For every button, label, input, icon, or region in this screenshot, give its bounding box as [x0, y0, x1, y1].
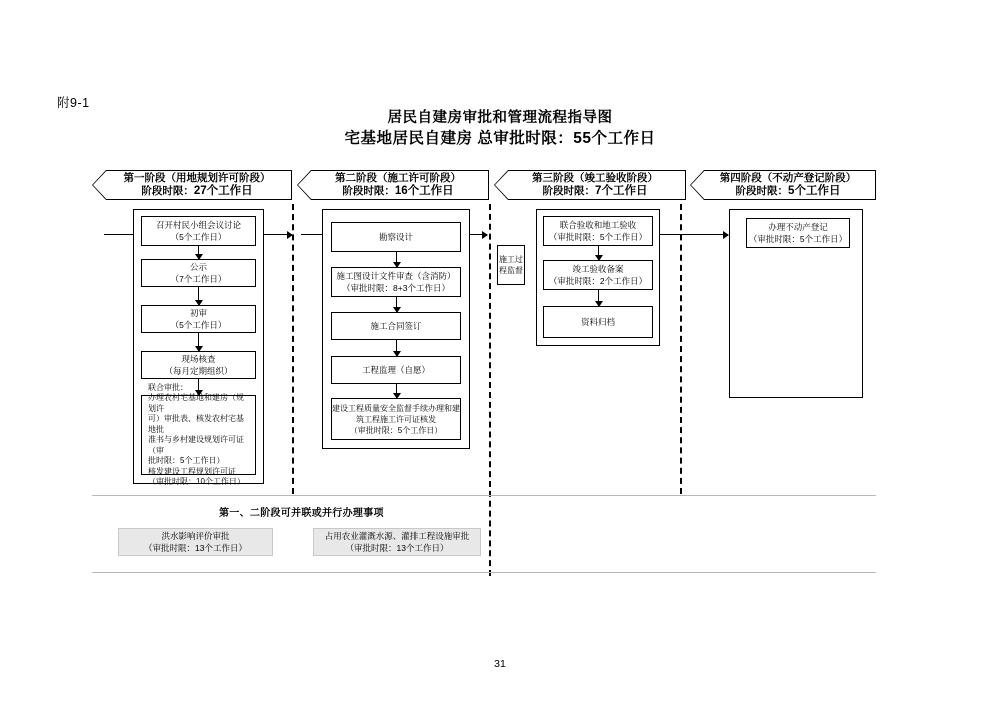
- page-number: 31: [494, 658, 506, 670]
- phase2-arrow-1: [396, 252, 397, 267]
- phase-banner-2: [297, 170, 489, 200]
- phase1-node-4: 现场核查 （每月定期组织）: [141, 351, 256, 379]
- phase2-node-5: 建设工程质量安全监督手续办理和建 筑工程施工许可证核发 （审批时限：5个工作日）: [331, 398, 461, 440]
- phase-4-duration-value: 5个工作日: [788, 185, 841, 197]
- phase2-node-3: 施工合同签订: [331, 312, 461, 340]
- phase-2-label: 第二阶段（施工许可阶段）: [335, 172, 461, 184]
- parallel-section-title: 第一、二阶段可并联或并行办理事项: [219, 508, 384, 519]
- phase2-node-1: 勘察设计: [331, 222, 461, 252]
- phase3-node-3: 资料归档: [543, 306, 653, 338]
- divider-top: [92, 495, 876, 496]
- phase3-arrow-2: [598, 290, 599, 306]
- phase-1-duration-value: 27个工作日: [193, 185, 253, 197]
- title-line-2: 宅基地居民自建房 总审批时限：55个工作日: [344, 130, 656, 147]
- connector-phase3-to-phase4: [660, 234, 728, 235]
- phase-3-duration-prefix: 阶段时限：: [542, 185, 596, 197]
- phase1-arrow-3: [198, 333, 199, 351]
- phase4-node-1: 办理不动产登记 （审批时限：5个工作日）: [746, 218, 850, 248]
- phase2-node-4: 工程监理（自愿）: [331, 356, 461, 384]
- phase-banner-1: [92, 170, 292, 200]
- parallel-item-1: 洪水影响评价审批 （审批时限：13个工作日）: [118, 528, 273, 556]
- phase2-arrow-2: [396, 297, 397, 312]
- phase-1-label: 第一阶段（用地规划许可阶段）: [123, 172, 271, 184]
- phase-banner-4: [690, 170, 876, 200]
- phase-divider-3: [680, 204, 682, 494]
- phase-3-label: 第三阶段（竣工验收阶段）: [532, 172, 658, 184]
- phase3-node-2: 竣工验收备案 （审批时限：2个工作日）: [543, 260, 653, 290]
- phase2-node-2: 施工图设计文件审查（含消防） （审批时限：8+3个工作日）: [331, 267, 461, 297]
- phase2-arrow-3: [396, 340, 397, 356]
- phase1-arrow-2: [198, 287, 199, 305]
- phase-divider-2: [489, 204, 491, 576]
- phase2-arrow-4: [396, 384, 397, 398]
- phase1-node-2: 公示 （7个工作日）: [141, 259, 256, 287]
- page-title: [0, 108, 1000, 150]
- parallel-item-2: 占用农业灌溉水源、灌排工程设施审批 （审批时限：13个工作日）: [313, 528, 481, 556]
- phase1-node-5-joint-approval: 联合审批： 办理农村宅基地和建房（规划许 可）审批表、核发农村宅基地批 准书与乡村建设规划许可证（审 批时限：5个工作日） 核发建设工程规划许可证 （审批时限：10个工作日）: [141, 395, 256, 475]
- phase-divider-1: [292, 204, 294, 494]
- phase-4-duration-prefix: 阶段时限：: [735, 185, 789, 197]
- phase-4-label: 第四阶段（不动产登记阶段）: [719, 172, 857, 184]
- phase1-node-1: 召开村民小组会议讨论 （5个工作日）: [141, 216, 256, 246]
- document-reference: 附9-1: [57, 96, 90, 110]
- phase-banner-3: [494, 170, 686, 200]
- divider-bottom: [92, 572, 876, 573]
- construction-supervision-box: 施工过 程监督: [497, 245, 525, 285]
- phase-3-duration-value: 7个工作日: [595, 185, 648, 197]
- phase-2-duration-value: 16个工作日: [394, 185, 454, 197]
- phase3-node-1: 联合验收和地工验收 （审批时限：5个工作日）: [543, 216, 653, 246]
- phase-2-duration-prefix: 阶段时限：: [342, 185, 395, 197]
- phase3-arrow-1: [598, 246, 599, 260]
- phase1-arrow-1: [198, 246, 199, 259]
- phase-1-duration-prefix: 阶段时限：: [141, 185, 194, 197]
- phase1-node-3: 初审 （5个工作日）: [141, 305, 256, 333]
- title-line-1: 居民自建房审批和管理流程指导图: [387, 110, 613, 126]
